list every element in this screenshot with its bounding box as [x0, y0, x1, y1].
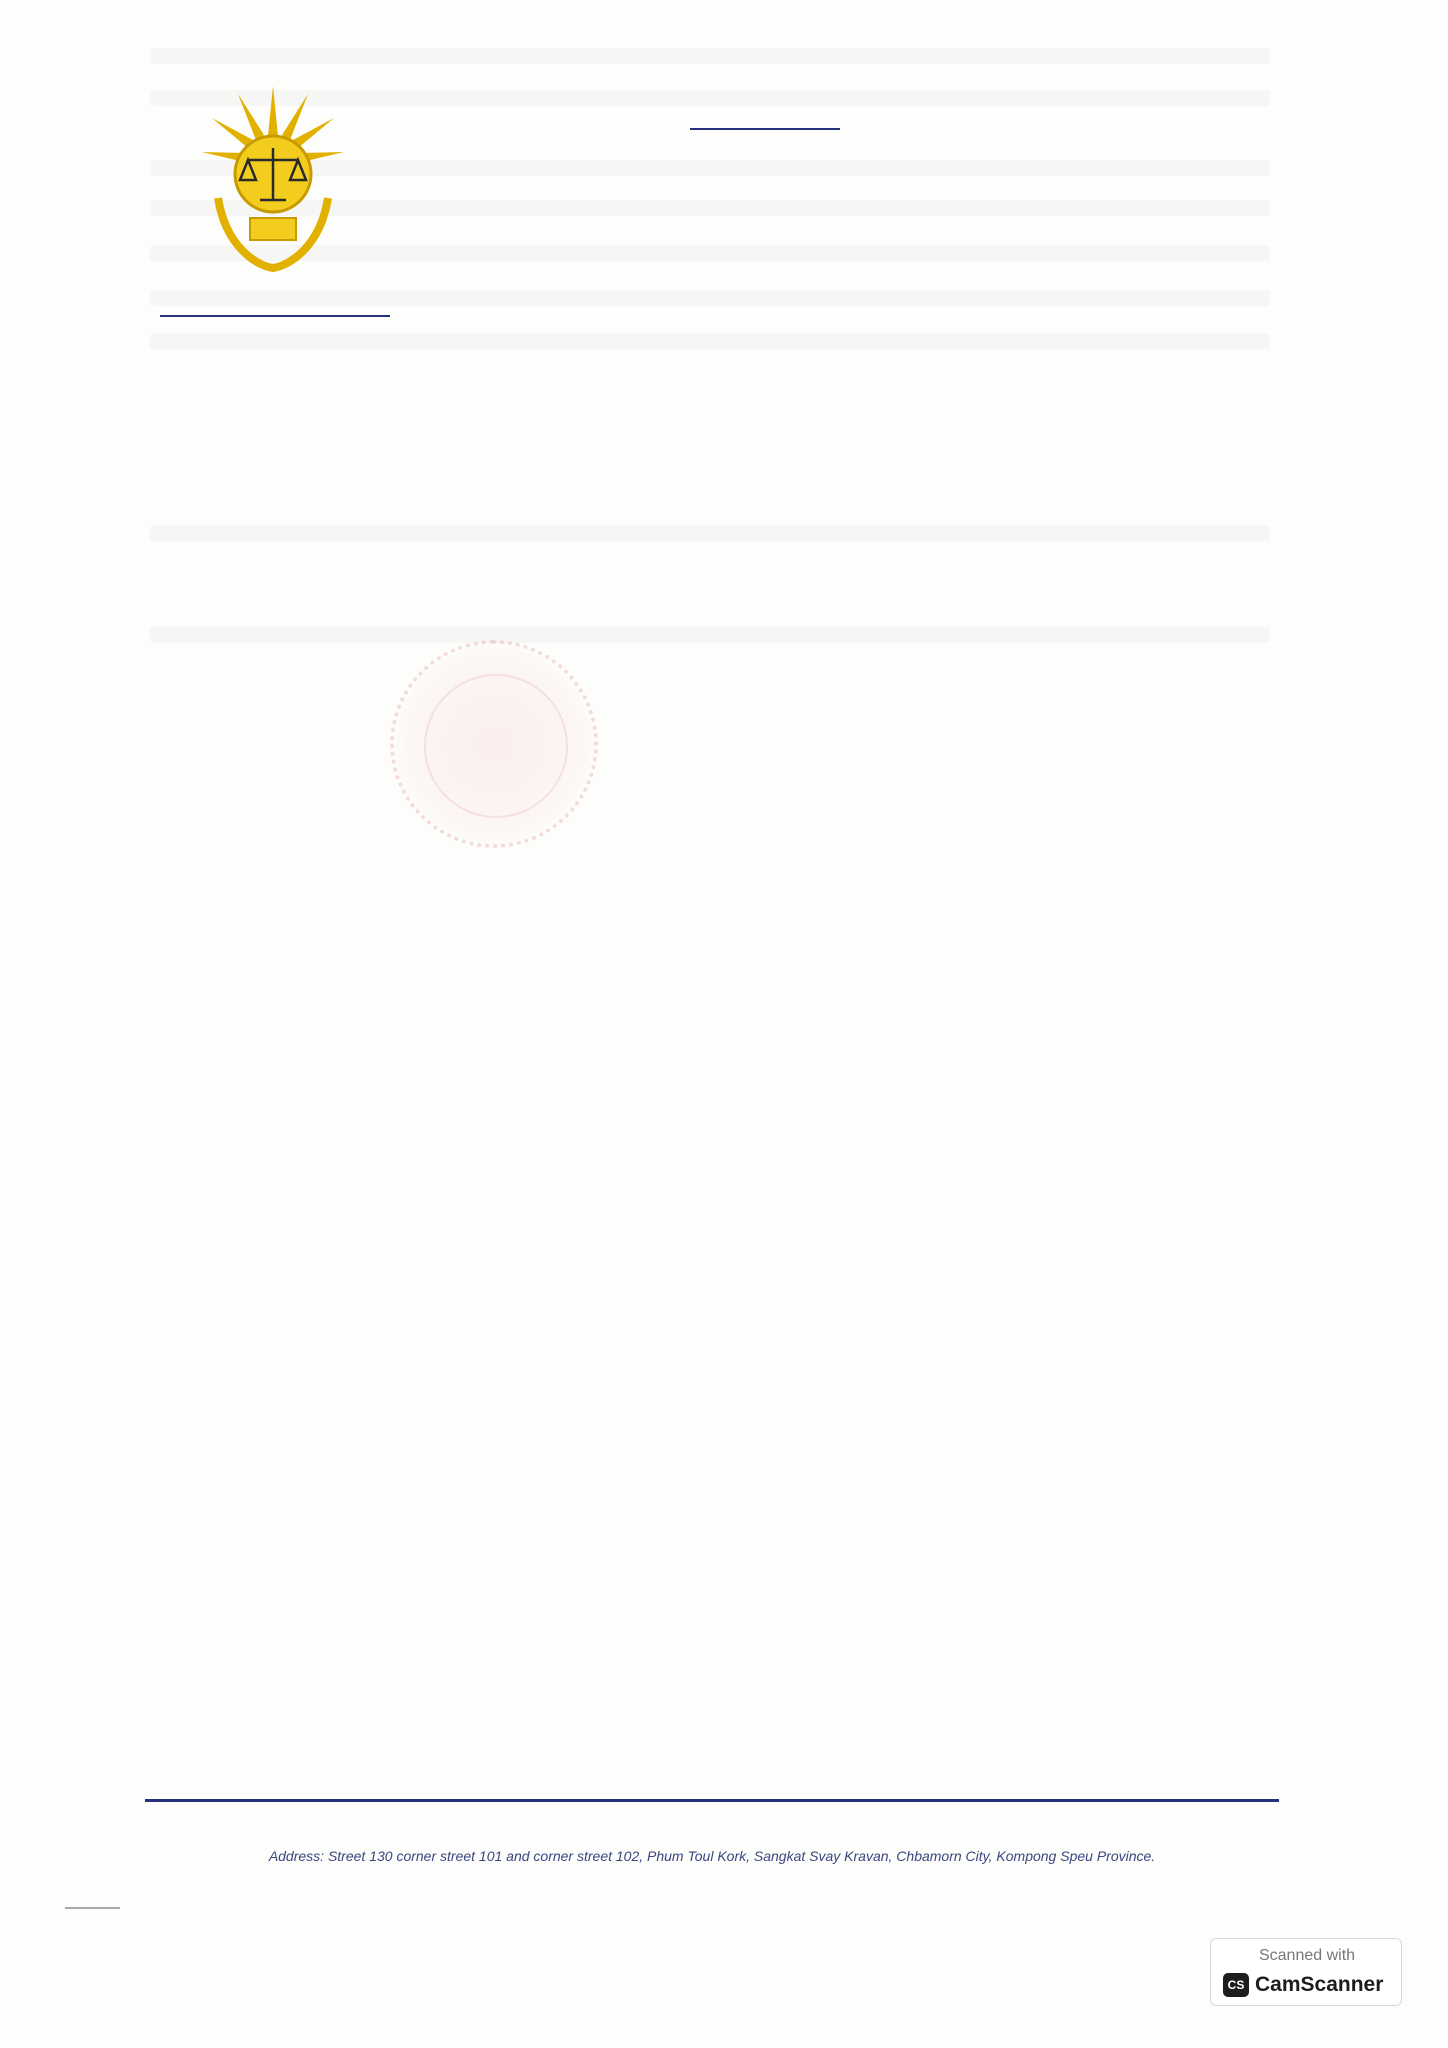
stamp-inner-ring	[424, 674, 568, 818]
red-seal-stamp	[390, 640, 598, 848]
footer-address-english: Address: Street 130 corner street 101 and corner street 102, Phum Toul Kork, Sangkat Svay Kravan, Chbamorn City, Kompong Speu Province.	[268, 1848, 1156, 1864]
camscanner-badge	[1210, 1938, 1402, 2006]
scanner-brand-name: CamScanner	[1255, 1973, 1384, 1996]
motto-divider	[690, 128, 840, 130]
bleed-through-line	[150, 290, 1270, 306]
bleed-through-line	[150, 48, 1270, 64]
emblem-book	[250, 218, 296, 240]
court-emblem-icon	[198, 78, 348, 278]
bleed-through-line	[150, 333, 1270, 349]
scan-margin-mark	[65, 1907, 120, 1909]
bleed-through-line	[150, 525, 1270, 541]
court-name-divider	[160, 315, 390, 317]
footer-divider	[145, 1799, 1279, 1802]
bleed-through-line	[150, 627, 1270, 643]
scanner-caption: Scanned with	[1258, 1947, 1356, 1964]
camscanner-logo-icon: CS	[1223, 1973, 1249, 1997]
